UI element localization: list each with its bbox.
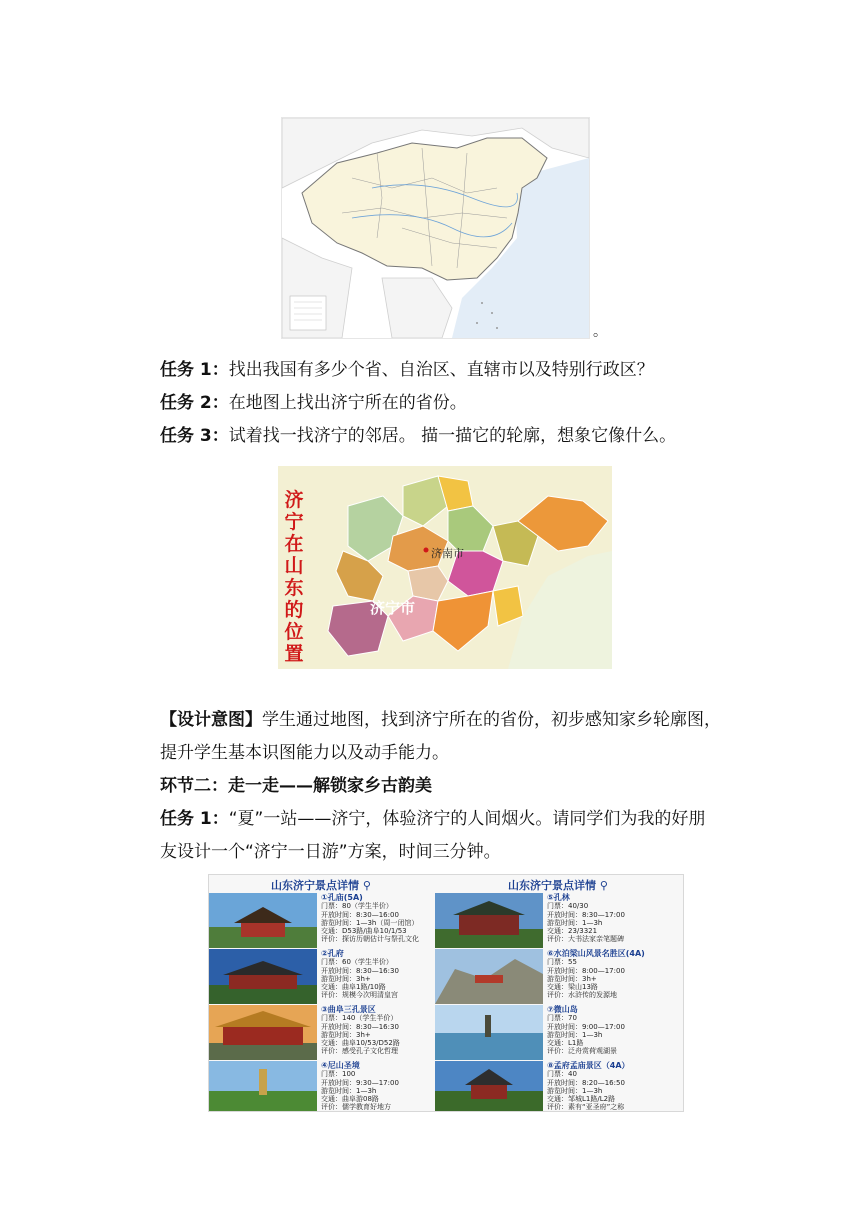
scenic-card <box>209 893 433 948</box>
scenic-info: ①孔庙(5A) 门票：80（学生半价） 开放时间：8:30—16:00 游览时间：1—3h（周一闭馆） 交通：D53路/曲阜10/1/53 评价：探访历朝估计与祭孔文化 <box>321 893 419 944</box>
map-title-char: 东 <box>284 577 304 599</box>
scenic-card <box>435 949 681 1004</box>
scenic-photo <box>435 1005 543 1060</box>
scenic-spots-image <box>208 874 684 1112</box>
scenic-photo <box>209 893 317 948</box>
magnifier-icon: ⚲ <box>362 879 371 892</box>
scenic-card <box>209 949 433 1004</box>
scenic-left-title: 山东济宁景点详情 ⚲ <box>271 879 371 892</box>
task-3-line <box>160 424 676 448</box>
design-intent-label: 【设计意图】 <box>160 710 262 730</box>
scenic-info: ④尼山圣境 门票：100 开放时间：9:30—17:00 游览时间：1—3h 交通：曲阜游08路 评价：儒学教育好地方 <box>321 1061 399 1112</box>
map-title-char: 济 <box>284 489 304 511</box>
capital-label: 济南市 <box>431 547 464 560</box>
scenic-card <box>435 1061 681 1116</box>
scenic-photo <box>209 949 317 1004</box>
scenic-info: ⑤孔林 门票：40/30 开放时间：8:30—17:00 游览时间：1—3h 交通：23/3321 评价：大书法家亲笔题碑 <box>547 893 625 944</box>
section2-title: 环节二：走一走——解锁家乡古韵美 <box>160 776 432 796</box>
map-title-char: 位 <box>284 621 304 643</box>
map-title-char: 置 <box>284 643 304 665</box>
scenic-photo <box>435 1061 543 1116</box>
map-title-char: 的 <box>284 599 304 621</box>
task-2-label: 任务 2： <box>160 393 229 413</box>
scenic-info: ③曲阜三孔景区 门票：140（学生半价） 开放时间：8:30—16:30 游览时间：3h+ 交通：曲阜10/53/D52路 评价：感受孔子文化哲理 <box>321 1005 400 1056</box>
map-title-char: 山 <box>284 555 304 577</box>
scenic-info: ⑦微山岛 门票：70 开放时间：9:00—17:00 游览时间：1—3h 交通：L1路 评价：泛舟赏荷观湖景 <box>547 1005 625 1056</box>
scenic-photo <box>435 893 543 948</box>
scenic-info: ②孔府 门票：60（学生半价） 开放时间：8:30—16:30 游览时间：3h+ 交通：曲阜1路/10路 评价：规模今次明清皇宫 <box>321 949 399 1000</box>
scenic-info: ⑥水泊梁山风景名胜区(4A) 门票：55 开放时间：8:00—17:00 游览时间：3h+ 交通：梁山13路 评价：水浒传的发源地 <box>547 949 645 1000</box>
scenic-right-title: 山东济宁景点详情 ⚲ <box>508 879 608 892</box>
jining-label: 济宁市 <box>370 599 416 617</box>
task-3-label: 任务 3： <box>160 426 229 446</box>
scenic-photo <box>435 949 543 1004</box>
task-b-line1 <box>160 807 705 831</box>
magnifier-icon: ⚲ <box>599 879 608 892</box>
task-1-label: 任务 1： <box>160 360 229 380</box>
design-intent-text1: 学生通过地图，找到济宁所在的省份，初步感知家乡轮廓图， <box>262 710 721 730</box>
scenic-photo <box>209 1061 317 1116</box>
scenic-card <box>209 1061 433 1116</box>
scenic-info: ⑧孟府孟庙景区（4A） 门票：40 开放时间：8:20—16:50 游览时间：1—3h 交通：邹城L1路/L2路 评价：素有“亚圣府”之称 <box>547 1061 630 1112</box>
china-map-image <box>281 117 590 339</box>
scenic-card <box>435 1005 681 1060</box>
task-b-label: 任务 1： <box>160 809 229 829</box>
map-title-char: 宁 <box>284 511 304 533</box>
task-2-line <box>160 391 467 415</box>
caption-period: 。 <box>593 324 607 340</box>
map-title-char: 在 <box>284 533 304 555</box>
shandong-map-image <box>278 466 612 669</box>
task-b-line2: 友设计一个“济宁一日游”方案，时间三分钟。 <box>160 842 501 862</box>
task-1-line <box>160 358 654 382</box>
design-intent-line1 <box>160 708 721 732</box>
task-2-text: 在地图上找出济宁所在的省份。 <box>228 393 467 413</box>
scenic-card <box>209 1005 433 1060</box>
design-intent-line2: 提升学生基本识图能力以及动手能力。 <box>160 743 449 763</box>
task-b-text1: “夏”一站——济宁，体验济宁的人间烟火。请同学们为我的好朋 <box>228 809 706 829</box>
china-map-graphic <box>282 118 589 338</box>
shandong-province-graphic <box>308 466 612 669</box>
scenic-photo <box>209 1005 317 1060</box>
capital-marker <box>424 548 429 553</box>
scenic-card <box>435 893 681 948</box>
task-1-text: 找出我国有多少个省、自治区、直辖市以及特别行政区？ <box>228 360 654 380</box>
task-3-text: 试着找一找济宁的邻居。 描一描它的轮廓，想象它像什么。 <box>228 426 677 446</box>
